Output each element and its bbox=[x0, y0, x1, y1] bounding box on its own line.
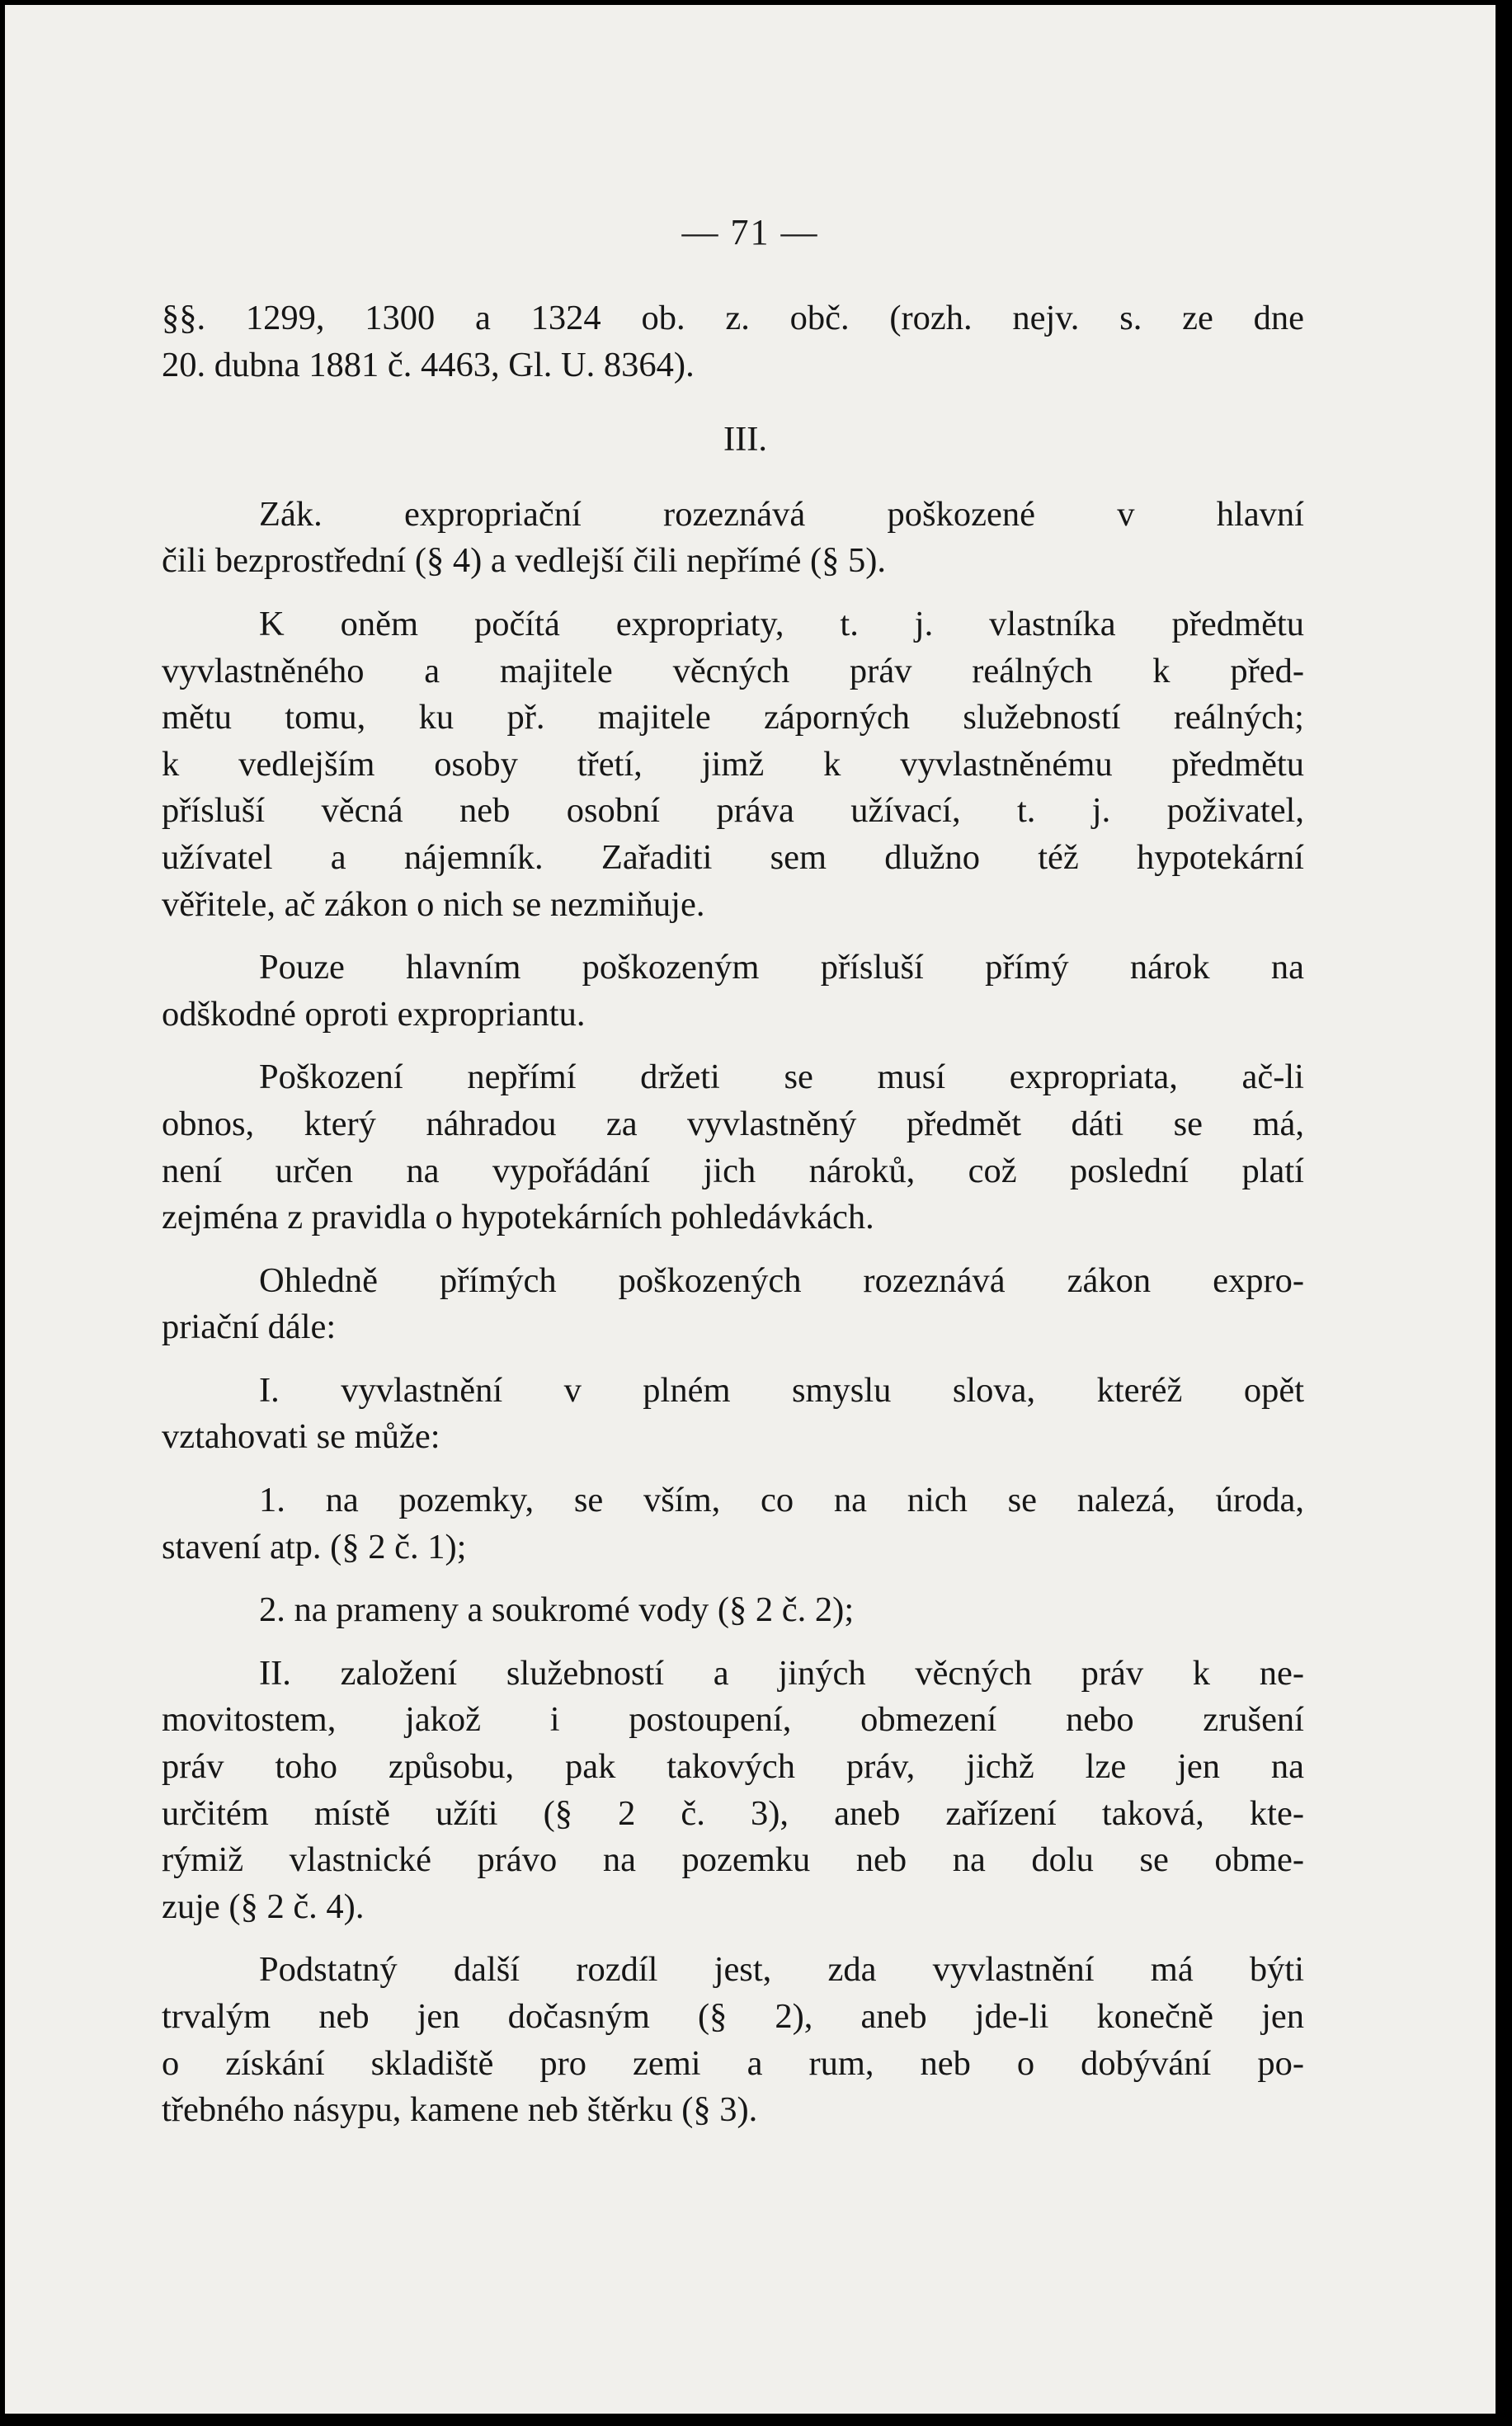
paragraph-8 bbox=[162, 1587, 1304, 1634]
text-line: §§. 1299, 1300 a 1324 ob. z. obč. (rozh. nejv. s. ze dne bbox=[162, 299, 1304, 337]
text-line: 2. na prameny a soukromé vody (§ 2 č. 2); bbox=[259, 1590, 855, 1630]
text-line: užívatel a nájemník. Zařaditi sem dlužno též hypotekární bbox=[162, 837, 1304, 877]
text-line: trvalým neb jen dočasným (§ 2), aneb jde-li konečně jen bbox=[162, 1997, 1304, 2036]
paragraph-gap bbox=[162, 928, 1304, 944]
text-line: stavení atp. (§ 2 č. 1); bbox=[162, 1527, 467, 1566]
text-line: o získání skladiště pro zemi a rum, neb o dobývání po- bbox=[162, 2043, 1304, 2083]
book-page bbox=[5, 5, 1496, 2414]
text-line: odškodné oproti expropriantu. bbox=[162, 994, 586, 1034]
text-line: rýmiž vlastnické právo na pozemku neb na dolu se obme- bbox=[162, 1840, 1304, 1880]
paragraph-6 bbox=[162, 1368, 1304, 1461]
text-line: určitém místě užíti (§ 2 č. 3), aneb zařízení taková, kte- bbox=[162, 1793, 1304, 1833]
paragraph-gap bbox=[162, 1571, 1304, 1587]
text-line: priační dále: bbox=[162, 1307, 337, 1347]
text-line: I. vyvlastnění v plném smyslu slova, kteréž opět bbox=[259, 1370, 1304, 1410]
paragraph-4 bbox=[162, 1054, 1304, 1241]
paragraph-gap bbox=[162, 585, 1304, 601]
paragraph-7 bbox=[162, 1477, 1304, 1571]
text-line: vyvlastněného a majitele věcných práv reálných k před- bbox=[162, 651, 1304, 690]
text-line: K oněm počítá expropriaty, t. j. vlastníka předmětu bbox=[259, 604, 1304, 643]
paragraph-gap bbox=[162, 1461, 1304, 1477]
paragraph-3 bbox=[162, 944, 1304, 1038]
paragraph-gap bbox=[162, 1038, 1304, 1054]
text-line: Zák. expropriační rozeznává poškozené v hlavní bbox=[259, 494, 1304, 534]
text-line: přísluší věcná neb osobní práva užívací, t. j. poživatel, bbox=[162, 791, 1304, 831]
paragraph-gap bbox=[162, 1241, 1304, 1258]
paragraph-gap bbox=[162, 1351, 1304, 1368]
text-line: 1. na pozemky, se vším, co na nich se nalezá, úroda, bbox=[259, 1481, 1304, 1520]
text-line: vztahovati se může: bbox=[162, 1417, 440, 1457]
page-number: — 71 — bbox=[681, 212, 819, 252]
paragraph-9 bbox=[162, 1651, 1304, 1931]
text-line: věřitele, ač zákon o nich se nezmiňuje. bbox=[162, 884, 705, 924]
text-line: k vedlejším osoby třetí, jimž k vyvlastněnému předmětu bbox=[162, 744, 1304, 784]
text-line: práv toho způsobu, pak takových práv, jichž lze jen na bbox=[162, 1747, 1304, 1787]
section-heading: III. bbox=[723, 420, 768, 459]
text-line: není určen na vypořádání jich nároků, což poslední platí bbox=[162, 1151, 1304, 1190]
text-line: čili bezprostřední (§ 4) a vedlejší čili nepřímé (§ 5). bbox=[162, 541, 887, 581]
paragraph-gap bbox=[162, 1634, 1304, 1651]
text-line: zuje (§ 2 č. 4). bbox=[162, 1887, 365, 1926]
text-line: Podstatný další rozdíl jest, zda vyvlastnění má býti bbox=[259, 1950, 1304, 1990]
paragraph-10 bbox=[162, 1947, 1304, 2133]
text-line: Poškození nepřímí držeti se musí expropriata, ač-li bbox=[259, 1058, 1304, 1097]
text-line: Ohledně přímých poškozených rozeznává zákon expro- bbox=[259, 1260, 1304, 1300]
paragraph-2 bbox=[162, 601, 1304, 928]
paragraph-gap bbox=[162, 1930, 1304, 1947]
text-line: třebného násypu, kamene neb štěrku (§ 3). bbox=[162, 2090, 758, 2130]
text-line: mětu tomu, ku př. majitele záporných služebností reálných; bbox=[162, 698, 1304, 737]
text-line: 20. dubna 1881 č. 4463, Gl. U. 8364). bbox=[162, 345, 695, 384]
page-text bbox=[162, 295, 1304, 2134]
text-line: Pouze hlavním poškozeným přísluší přímý nárok na bbox=[259, 948, 1304, 987]
paragraph-5 bbox=[162, 1258, 1304, 1351]
text-line: obnos, který náhradou za vyvlastněný předmět dáti se má, bbox=[162, 1104, 1304, 1143]
paragraph-citation bbox=[162, 295, 1304, 389]
paragraph-1 bbox=[162, 492, 1304, 585]
text-line: zejména z pravidla o hypotekárních pohledávkách. bbox=[162, 1198, 874, 1237]
text-line: movitostem, jakož i postoupení, obmezení nebo zrušení bbox=[162, 1700, 1304, 1740]
text-line: II. založení služebností a jiných věcných práv k ne- bbox=[259, 1653, 1304, 1693]
